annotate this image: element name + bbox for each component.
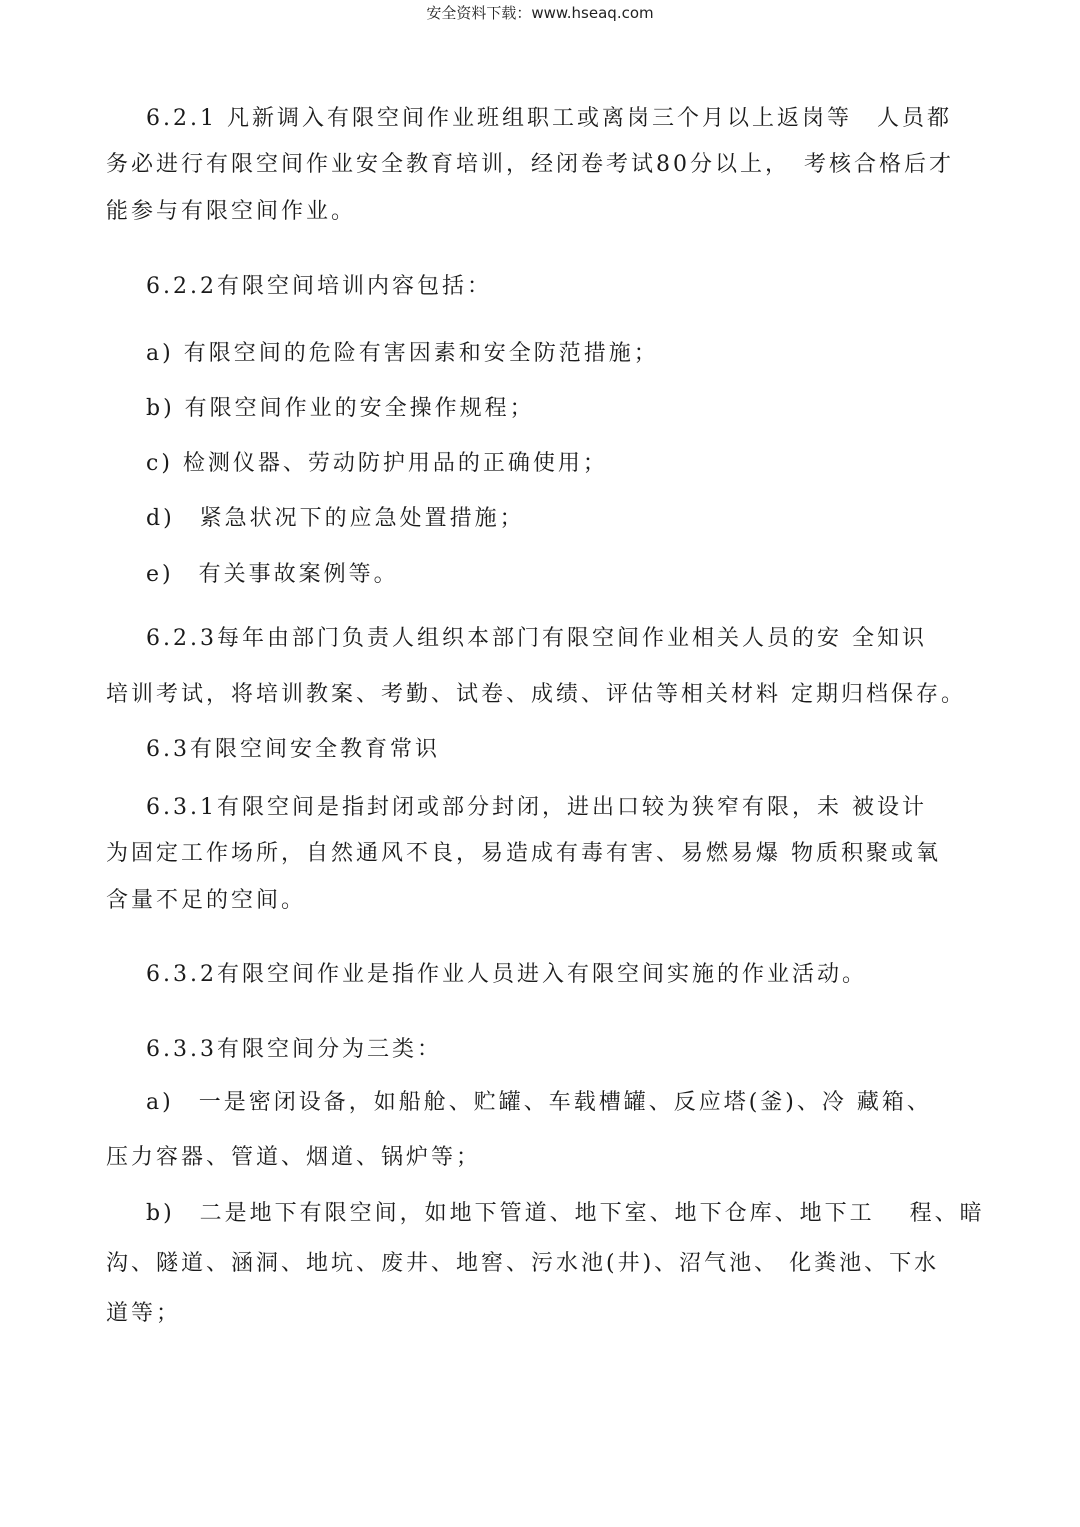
- section-heading: 6.3有限空间安全教育常识: [146, 737, 440, 762]
- text-line: 压力容器、管道、烟道、锅炉等；: [106, 1145, 482, 1170]
- text-line: 道等；: [106, 1301, 182, 1326]
- text-line: 务必进行有限空间作业安全教育培训，经闭卷考试80分以上， 考核合格后才: [106, 152, 954, 177]
- text-line: 培训考试，将培训教案、考勤、试卷、成绩、评估等相关材料 定期归档保存。: [106, 682, 966, 707]
- list-item: c) 检测仪器、劳动防护用品的正确使用；: [146, 451, 608, 476]
- list-item: a) 有限空间的危险有害因素和安全防范措施；: [146, 341, 659, 366]
- text-line: 能参与有限空间作业。: [106, 199, 357, 224]
- text-line: 为固定工作场所，自然通风不良，易造成有毒有害、易燃易爆 物质积聚或氧: [106, 841, 941, 866]
- list-item: b) 二是地下有限空间，如地下管道、地下室、地下仓库、地下工 程、暗: [146, 1201, 985, 1226]
- text-line: 6.2.1 凡新调入有限空间作业班组职工或离岗三个月以上返岗等 人员都: [146, 106, 952, 131]
- list-item: b) 有限空间作业的安全操作规程；: [146, 396, 535, 421]
- text-line: 6.3.1有限空间是指封闭或部分封闭，进出口较为狭窄有限，未 被设计: [146, 795, 927, 820]
- list-item: e) 有关事故案例等。: [146, 562, 399, 587]
- text-line: 6.2.3每年由部门负责人组织本部门有限空间作业相关人员的安 全知识: [146, 626, 927, 651]
- text-line: 6.2.2有限空间培训内容包括：: [146, 274, 492, 299]
- page-header: 安全资料下载：www.hseaq.com: [426, 4, 654, 22]
- text-line: 6.3.3有限空间分为三类：: [146, 1037, 442, 1062]
- text-line: 6.3.2有限空间作业是指作业人员进入有限空间实施的作业活动。: [146, 962, 867, 987]
- text-line: 沟、隧道、涵洞、地坑、废井、地窖、污水池(井)、沼气池、 化粪池、下水: [106, 1251, 940, 1276]
- list-item: d) 紧急状况下的应急处置措施；: [146, 506, 525, 531]
- list-item: a) 一是密闭设备，如船舱、贮罐、车载槽罐、反应塔(釜)、冷 藏箱、: [146, 1090, 932, 1115]
- text-line: 含量不足的空间。: [106, 888, 307, 913]
